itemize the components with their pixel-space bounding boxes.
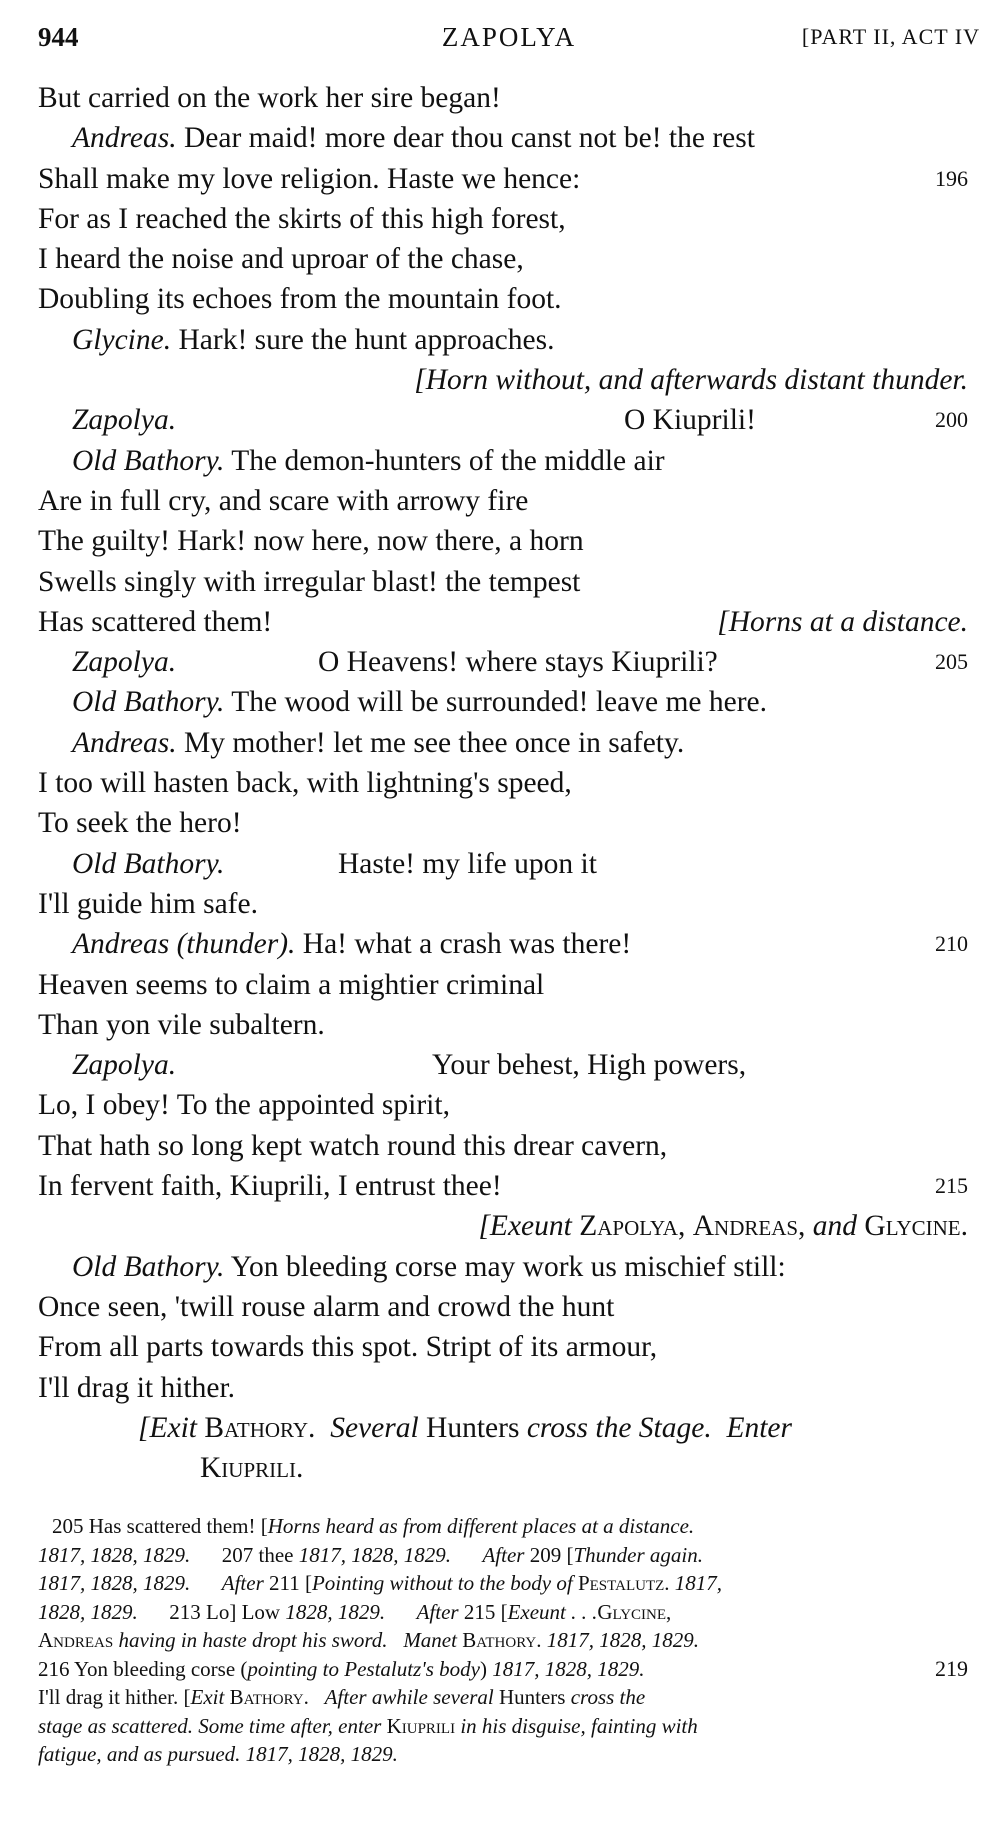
footnote-line: 205 Has scattered them! [Horns heard as from different places at a distance. bbox=[52, 1514, 695, 1538]
verse-line: That hath so long kept watch round this drear cavern, bbox=[38, 1129, 668, 1162]
verse-line: Old Bathory. Yon bleeding corse may work us mischief still: bbox=[72, 1250, 786, 1283]
verse-line: Zapolya. O Kiuprili! 200 bbox=[38, 400, 968, 440]
part-act-label: [PART II, ACT IV bbox=[801, 24, 980, 49]
verse-line: Lo, I obey! To the appointed spirit, bbox=[38, 1089, 450, 1122]
speaker-name: Zapolya. bbox=[72, 646, 177, 679]
verse-line: Zapolya. O Heavens! where stays Kiuprili? 205 bbox=[38, 642, 968, 682]
speaker-name: Andreas. bbox=[72, 726, 177, 759]
verse-line: Old Bathory. Haste! my life upon it bbox=[72, 847, 597, 880]
line-number: 200 bbox=[935, 407, 968, 433]
footnote-line: Andreas having in haste dropt his sword. Manet Bathory. 1817, 1828, 1829. bbox=[38, 1628, 699, 1652]
verse-line: In fervent faith, Kiuprili, I entrust thee! 215 bbox=[38, 1166, 968, 1206]
line-number: 196 bbox=[935, 165, 968, 191]
footnote-line: 216 Yon bleeding corse (pointing to Pestalutz's body) 1817, 1828, 1829. 219 bbox=[38, 1655, 968, 1684]
footnote-line: 1817, 1828, 1829. 207 thee 1817, 1828, 1829. After 209 [Thunder again. bbox=[38, 1542, 703, 1567]
verse-line: I'll drag it hither. bbox=[38, 1371, 236, 1404]
line-number: 219 bbox=[935, 1655, 968, 1681]
line-number: 205 bbox=[935, 649, 968, 675]
line-number: 210 bbox=[935, 931, 968, 957]
verse-line: Heaven seems to claim a mightier criminal bbox=[38, 968, 545, 1001]
verse-line: For as I reached the skirts of this high forest, bbox=[38, 202, 566, 235]
verse-line: To seek the hero! bbox=[38, 807, 242, 840]
stage-direction: [Exeunt Zapolya, Andreas, and Glycine. bbox=[478, 1210, 968, 1243]
footnote-line: 1828, 1829. 213 Lo] Low 1828, 1829. After 215 [Exeunt . . .Glycine, bbox=[38, 1599, 672, 1624]
speaker-name: Zapolya. bbox=[72, 1049, 177, 1082]
footnote-line: 1817, 1828, 1829. After 211 [Pointing without to the body of Pestalutz. 1817, bbox=[38, 1571, 723, 1595]
line-number: 215 bbox=[935, 1173, 968, 1199]
verse-line: Old Bathory. The wood will be surrounded! leave me here. bbox=[72, 686, 767, 719]
stage-direction: [Horn without, and afterwards distant thunder. bbox=[414, 364, 968, 397]
footnotes bbox=[38, 1512, 968, 1769]
speaker-name: Old Bathory. bbox=[72, 1250, 225, 1283]
verse-line: Shall make my love religion. Haste we hence: 196 bbox=[38, 159, 968, 199]
verse-line: Are in full cry, and scare with arrowy fire bbox=[38, 484, 529, 517]
verse-line: Has scattered them! [Horns at a distance. bbox=[38, 602, 968, 642]
speaker-name: Old Bathory. bbox=[72, 847, 225, 880]
stage-direction: Kiuprili. bbox=[200, 1452, 304, 1485]
verse-line: Andreas. My mother! let me see thee once in safety. bbox=[72, 726, 685, 759]
verse-line: Glycine. Hark! sure the hunt approaches. bbox=[72, 323, 555, 356]
stage-direction: [Exit Bathory. Several Hunters cross the Stage. Enter bbox=[138, 1411, 793, 1444]
stage-direction: [Horns at a distance. bbox=[717, 605, 968, 638]
verse-line: I'll guide him safe. bbox=[38, 887, 258, 920]
speaker-name: Andreas. bbox=[72, 122, 177, 155]
page-title: ZAPOLYA bbox=[441, 22, 577, 52]
verse-line: Old Bathory. The demon-hunters of the middle air bbox=[72, 444, 665, 477]
speaker-name: Andreas bbox=[72, 928, 170, 961]
footnote-line: fatigue, and as pursued. 1817, 1828, 1829. bbox=[38, 1742, 398, 1766]
speaker-name: Old Bathory. bbox=[72, 444, 225, 477]
verse-line: Zapolya. Your behest, High powers, bbox=[72, 1049, 747, 1082]
speaker-name: Glycine. bbox=[72, 323, 172, 356]
verse-line: From all parts towards this spot. Stript of its armour, bbox=[38, 1331, 658, 1364]
page-number: 944 bbox=[38, 22, 79, 52]
verse-line: Swells singly with irregular blast! the tempest bbox=[38, 565, 581, 598]
verse-line: But carried on the work her sire began! bbox=[38, 82, 501, 114]
footnote-line: stage as scattered. Some time after, enter Kiuprili in his disguise, fainting with bbox=[38, 1713, 698, 1738]
verse-line: Andreas (thunder). Ha! what a crash was there! 210 bbox=[38, 924, 968, 964]
verse-line: Andreas. Dear maid! more dear thou canst not be! the rest bbox=[72, 122, 755, 155]
running-header bbox=[38, 22, 980, 62]
footnote-line: I'll drag it hither. [Exit Bathory. After awhile several Hunters cross the bbox=[38, 1685, 646, 1709]
verse-line: The guilty! Hark! now here, now there, a horn bbox=[38, 525, 584, 558]
speaker-name: Old Bathory. bbox=[72, 686, 225, 719]
verse-line: Than yon vile subaltern. bbox=[38, 1008, 325, 1041]
verse-line: I heard the noise and uproar of the chase, bbox=[38, 243, 524, 276]
verse-line: Doubling its echoes from the mountain foot. bbox=[38, 283, 562, 316]
verse-text bbox=[38, 78, 968, 1488]
speaker-name: Zapolya. bbox=[72, 404, 177, 437]
verse-line: I too will hasten back, with lightning's speed, bbox=[38, 767, 572, 800]
verse-line: Once seen, 'twill rouse alarm and crowd the hunt bbox=[38, 1290, 615, 1323]
